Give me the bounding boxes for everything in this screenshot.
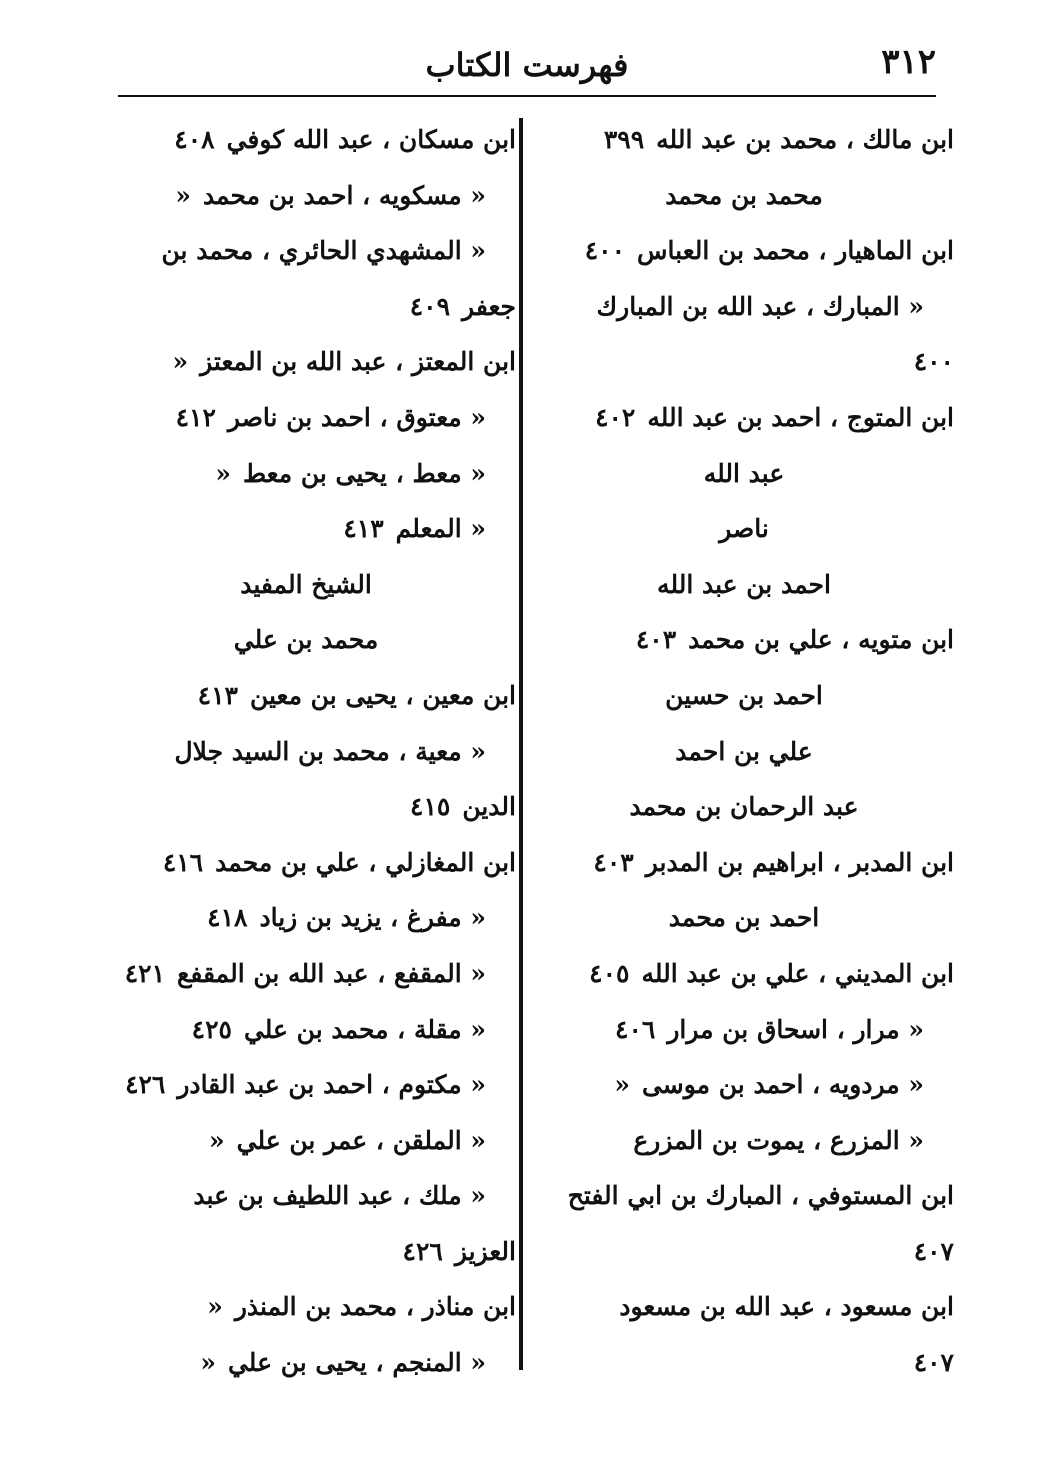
- entry-text: « ملك ، عبد اللطيف بن عبد: [193, 1181, 486, 1211]
- entry-text: ابن المستوفي ، المبارك بن ابي الفتح: [567, 1181, 954, 1211]
- entry-text: الشيخ المفيد: [240, 569, 372, 599]
- entry-page-number: ٣٩٩: [603, 125, 645, 154]
- index-entry: [96, 223, 516, 279]
- index-entry: [534, 334, 954, 390]
- page-title: فهرست الكتاب: [425, 46, 629, 84]
- index-entry: [534, 557, 954, 613]
- entry-text: احمد بن عبد الله: [657, 569, 831, 599]
- index-entry: [534, 1057, 954, 1113]
- entry-text: عبد الرحمان بن محمد: [629, 792, 859, 822]
- entry-page-number: ٤١٦: [162, 847, 204, 877]
- entry-page-number: ٤٠٣: [635, 625, 677, 655]
- entry-text: « معتوق ، احمد بن ناصر: [227, 402, 486, 432]
- entry-page-number: ٤٠٢: [595, 402, 636, 432]
- entry-text: « مفرغ ، يزيد بن زياد: [259, 903, 486, 933]
- index-entry: [96, 1057, 516, 1113]
- entry-text: ابن المتوج ، احمد بن عبد الله: [647, 402, 954, 432]
- entry-page-number: «: [200, 1348, 216, 1378]
- entry-text: ٤٠٧: [913, 1348, 954, 1378]
- entry-text: ابن الماهيار ، محمد بن العباس: [637, 236, 954, 266]
- entry-page-number: ٤٠٥: [589, 958, 630, 988]
- entry-text: محمد بن محمد: [665, 180, 823, 210]
- entry-text: الدين: [462, 792, 516, 822]
- entry-page-number: «: [614, 1070, 630, 1100]
- entry-page-number: «: [215, 458, 231, 488]
- entry-page-number: ٤٠٦: [615, 1014, 656, 1044]
- index-entry: [96, 501, 516, 557]
- index-column-left: [96, 112, 516, 1391]
- index-entry: [534, 946, 954, 1002]
- index-entry: [534, 1335, 954, 1391]
- index-entry: [96, 557, 516, 613]
- index-entry: [96, 112, 516, 168]
- entry-page-number: «: [175, 180, 191, 210]
- entry-text: ابن متويه ، علي بن محمد: [688, 625, 954, 655]
- index-entry: [96, 1168, 516, 1224]
- index-entry: [534, 446, 954, 502]
- entry-page-number: «: [209, 1125, 225, 1155]
- entry-text: « المقفع ، عبد الله بن المقفع: [177, 958, 486, 988]
- entry-page-number: ٤٠٣: [593, 847, 634, 877]
- index-entry: [534, 279, 954, 335]
- index-entry: [534, 612, 954, 668]
- entry-page-number: ٤١٣: [197, 680, 238, 710]
- index-entry: [96, 334, 516, 390]
- entry-text: « مكتوم ، احمد بن عبد القادر: [177, 1070, 486, 1100]
- index-entry: [96, 612, 516, 668]
- index-entry: [534, 1113, 954, 1169]
- entry-page-number: ٤٢٥: [191, 1014, 232, 1044]
- index-entry: [534, 501, 954, 557]
- entry-page-number: ٤١٣: [343, 514, 384, 544]
- entry-page-number: ٤٠٠: [584, 236, 626, 266]
- entry-page-number: ٤٢٦: [125, 1070, 166, 1100]
- entry-text: « المشهدي الحائري ، محمد بن: [161, 236, 486, 266]
- header-divider: [118, 95, 936, 97]
- entry-text: ابن مسكان ، عبد الله كوفي: [226, 125, 516, 154]
- index-entry: [534, 112, 954, 168]
- entry-page-number: ٤١٢: [175, 402, 216, 432]
- entry-text: « معط ، يحيى بن معط: [242, 458, 486, 488]
- entry-page-number: ٤٢١: [124, 958, 166, 988]
- entry-text: ابن مسعود ، عبد الله بن مسعود: [619, 1292, 954, 1322]
- entry-page-number: ٤١٨: [207, 903, 248, 933]
- index-entry: [96, 1113, 516, 1169]
- index-entry: [96, 446, 516, 502]
- page-header: [118, 38, 936, 96]
- index-entry: [96, 1002, 516, 1058]
- entry-text: علي بن احمد: [675, 736, 813, 766]
- index-entry: [534, 1224, 954, 1280]
- entry-text: احمد بن حسين: [665, 680, 823, 710]
- entry-text: ٤٠٠: [913, 347, 954, 377]
- index-entry: [534, 1168, 954, 1224]
- index-entry: [96, 779, 516, 835]
- entry-text: « المبارك ، عبد الله بن المبارك: [596, 291, 924, 321]
- entry-text: « المعلم: [395, 514, 486, 544]
- entry-text: العزيز: [454, 1236, 516, 1266]
- entry-text: « مقلة ، محمد بن علي: [243, 1014, 486, 1044]
- entry-text: « الملقن ، عمر بن علي: [236, 1125, 486, 1155]
- entry-text: ناصر: [719, 514, 769, 544]
- entry-text: احمد بن محمد: [668, 903, 820, 933]
- index-entry: [96, 724, 516, 780]
- entry-page-number: «: [172, 347, 189, 377]
- index-entry: [534, 668, 954, 724]
- entry-text: ابن المديني ، علي بن عبد الله: [641, 958, 954, 988]
- entry-text: « مردويه ، احمد بن موسى: [641, 1070, 924, 1100]
- index-entry: [534, 390, 954, 446]
- index-entry: [534, 1002, 954, 1058]
- index-entry: [534, 779, 954, 835]
- entry-text: محمد بن علي: [233, 625, 379, 655]
- index-entry: [96, 390, 516, 446]
- index-entry: [96, 1224, 516, 1280]
- index-column-right: [534, 112, 954, 1391]
- index-entry: [534, 890, 954, 946]
- page-number: ٣١٢: [881, 42, 936, 82]
- entry-page-number: «: [207, 1292, 223, 1322]
- entry-text: « المنجم ، يحيى بن علي: [227, 1348, 486, 1378]
- index-entry: [534, 724, 954, 780]
- index-entry: [96, 279, 516, 335]
- entry-text: ابن المدبر ، ابراهيم بن المدبر: [645, 847, 954, 877]
- entry-text: ٤٠٧: [913, 1236, 954, 1266]
- entry-text: جعفر: [462, 291, 516, 321]
- entry-page-number: ٤٢٦: [402, 1236, 443, 1266]
- entry-text: « مسكويه ، احمد بن محمد: [202, 180, 486, 210]
- index-entry: [96, 1279, 516, 1335]
- column-divider: [519, 118, 523, 1370]
- index-entry: [96, 668, 516, 724]
- entry-text: ابن مالك ، محمد بن عبد الله: [656, 125, 954, 154]
- index-entry: [534, 1279, 954, 1335]
- index-entry: [96, 1335, 516, 1391]
- entry-text: عبد الله: [703, 458, 785, 488]
- index-entry: [534, 223, 954, 279]
- entry-text: ابن المعتز ، عبد الله بن المعتز: [200, 347, 516, 377]
- entry-text: « مرار ، اسحاق بن مرار: [667, 1014, 924, 1044]
- index-entry: [534, 168, 954, 224]
- entry-text: « معية ، محمد بن السيد جلال: [174, 736, 486, 766]
- entry-page-number: ٤١٥: [410, 792, 451, 822]
- index-entry: [96, 835, 516, 891]
- entry-page-number: ٤٠٨: [174, 125, 215, 154]
- index-entry: [96, 946, 516, 1002]
- entry-text: ابن معين ، يحيى بن معين: [249, 680, 516, 710]
- entry-text: ابن مناذر ، محمد بن المنذر: [234, 1292, 516, 1322]
- entry-text: « المزرع ، يموت بن المزرع: [633, 1125, 924, 1155]
- entry-page-number: ٤٠٩: [409, 291, 451, 321]
- index-entry: [534, 835, 954, 891]
- entry-text: ابن المغازلي ، علي بن محمد: [215, 847, 516, 877]
- index-entry: [96, 168, 516, 224]
- index-entry: [96, 890, 516, 946]
